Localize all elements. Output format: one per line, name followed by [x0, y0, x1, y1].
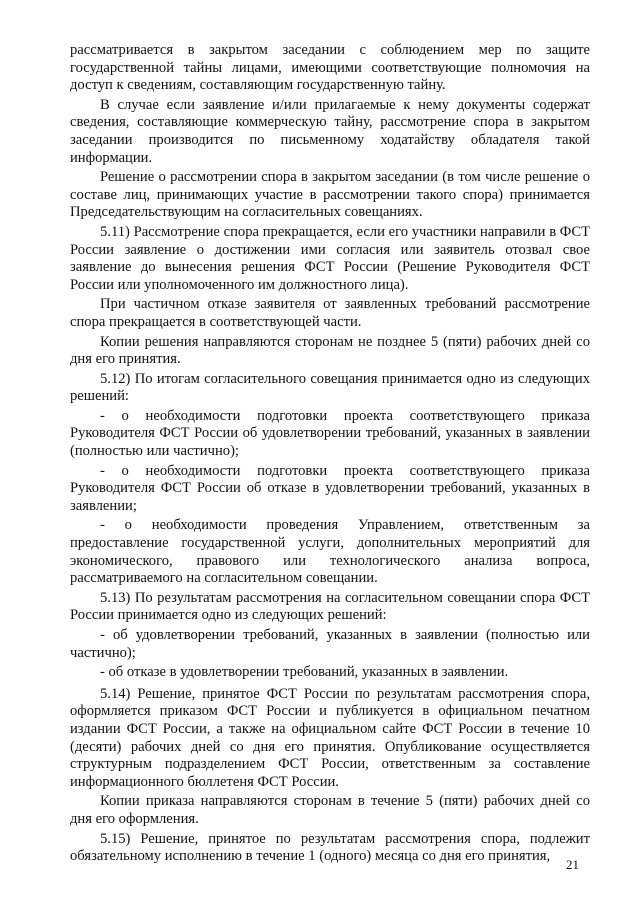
- paragraph-order-copies: Копии приказа направляются сторонам в течение 5 (пяти) рабочих дней со дня его оформления.: [70, 793, 590, 827]
- paragraph-5-13: 5.13) По результатам рассмотрения на согласительном совещании спора ФСТ России принимается одно из следующих решений:: [70, 589, 590, 624]
- paragraph-closed-session-decision: Решение о рассмотрении спора в закрытом заседании (в том числе решение о составе лиц, принимающих участие в рассмотрении такого спора) принимается Председательствующим на согласительных совещаниях.: [70, 169, 590, 221]
- paragraph-5-11: 5.11) Рассмотрение спора прекращается, если его участники направили в ФСТ России заявление о достижении ими согласия или заявитель отозвал свое заявление до вынесения решения ФСТ России (Решение Руководителя ФСТ России или уполномоченного им должностного лица).: [70, 223, 590, 293]
- document-page: [70, 42, 590, 868]
- paragraph-5-12: 5.12) По итогам согласительного совещания принимается одно из следующих решений:: [70, 370, 590, 405]
- paragraph-5-14: 5.14) Решение, принятое ФСТ России по результатам рассмотрения спора, оформляется приказом ФСТ России и публикуется в официальном печатном издании ФСТ России, а также на официальном сайте ФСТ России в течение 10 (десяти) рабочих дней со дня его принятия. Опубликование осуществляется структурным подразделением ФСТ России, ответственным за составление информационного бюллетеня ФСТ России.: [70, 685, 590, 790]
- paragraph-commercial-secret: В случае если заявление и/или прилагаемые к нему документы содержат сведения, составляющие коммерческую тайну, рассмотрение спора в закрытом заседании производится по письменному ходатайству обладателя такой информации.: [70, 96, 590, 166]
- list-item-refusal: - об отказе в удовлетворении требований, указанных в заявлении.: [100, 664, 509, 681]
- paragraph-5-15: 5.15) Решение, принятое по результатам рассмотрения спора, подлежит обязательному исполнению в течение 1 (одного) месяца со дня его принятия,: [70, 830, 590, 865]
- paragraph-closed-session-state-secret: рассматривается в закрытом заседании с соблюдением мер по защите государственной тайны лицами, имеющими соответствующие полномочия на доступ к сведениям, составляющим государственную тайну.: [70, 42, 590, 94]
- paragraph-partial-refusal: При частичном отказе заявителя от заявленных требований рассмотрение спора прекращается в соответствующей части.: [70, 296, 590, 330]
- page-number: 21: [566, 857, 579, 872]
- list-item-draft-refusal: - о необходимости подготовки проекта соответствующего приказа Руководителя ФСТ России об отказе в удовлетворении требований, указанных в заявлении;: [70, 462, 590, 514]
- list-item-satisfaction: - об удовлетворении требований, указанных в заявлении (полностью или частично);: [70, 627, 590, 661]
- list-item-additional-analysis: - о необходимости проведения Управлением, ответственным за предоставление государственной услуги, дополнительных мероприятий для экономического, правового или технологического анализа вопроса, рассматриваемого на согласительном совещании.: [70, 517, 590, 587]
- paragraph-decision-copies: Копии решения направляются сторонам не позднее 5 (пяти) рабочих дней со дня его принятия.: [70, 333, 590, 368]
- list-item-draft-satisfaction: - о необходимости подготовки проекта соответствующего приказа Руководителя ФСТ России об удовлетворении требований, указанных в заявлении (полностью или частично);: [70, 407, 590, 460]
